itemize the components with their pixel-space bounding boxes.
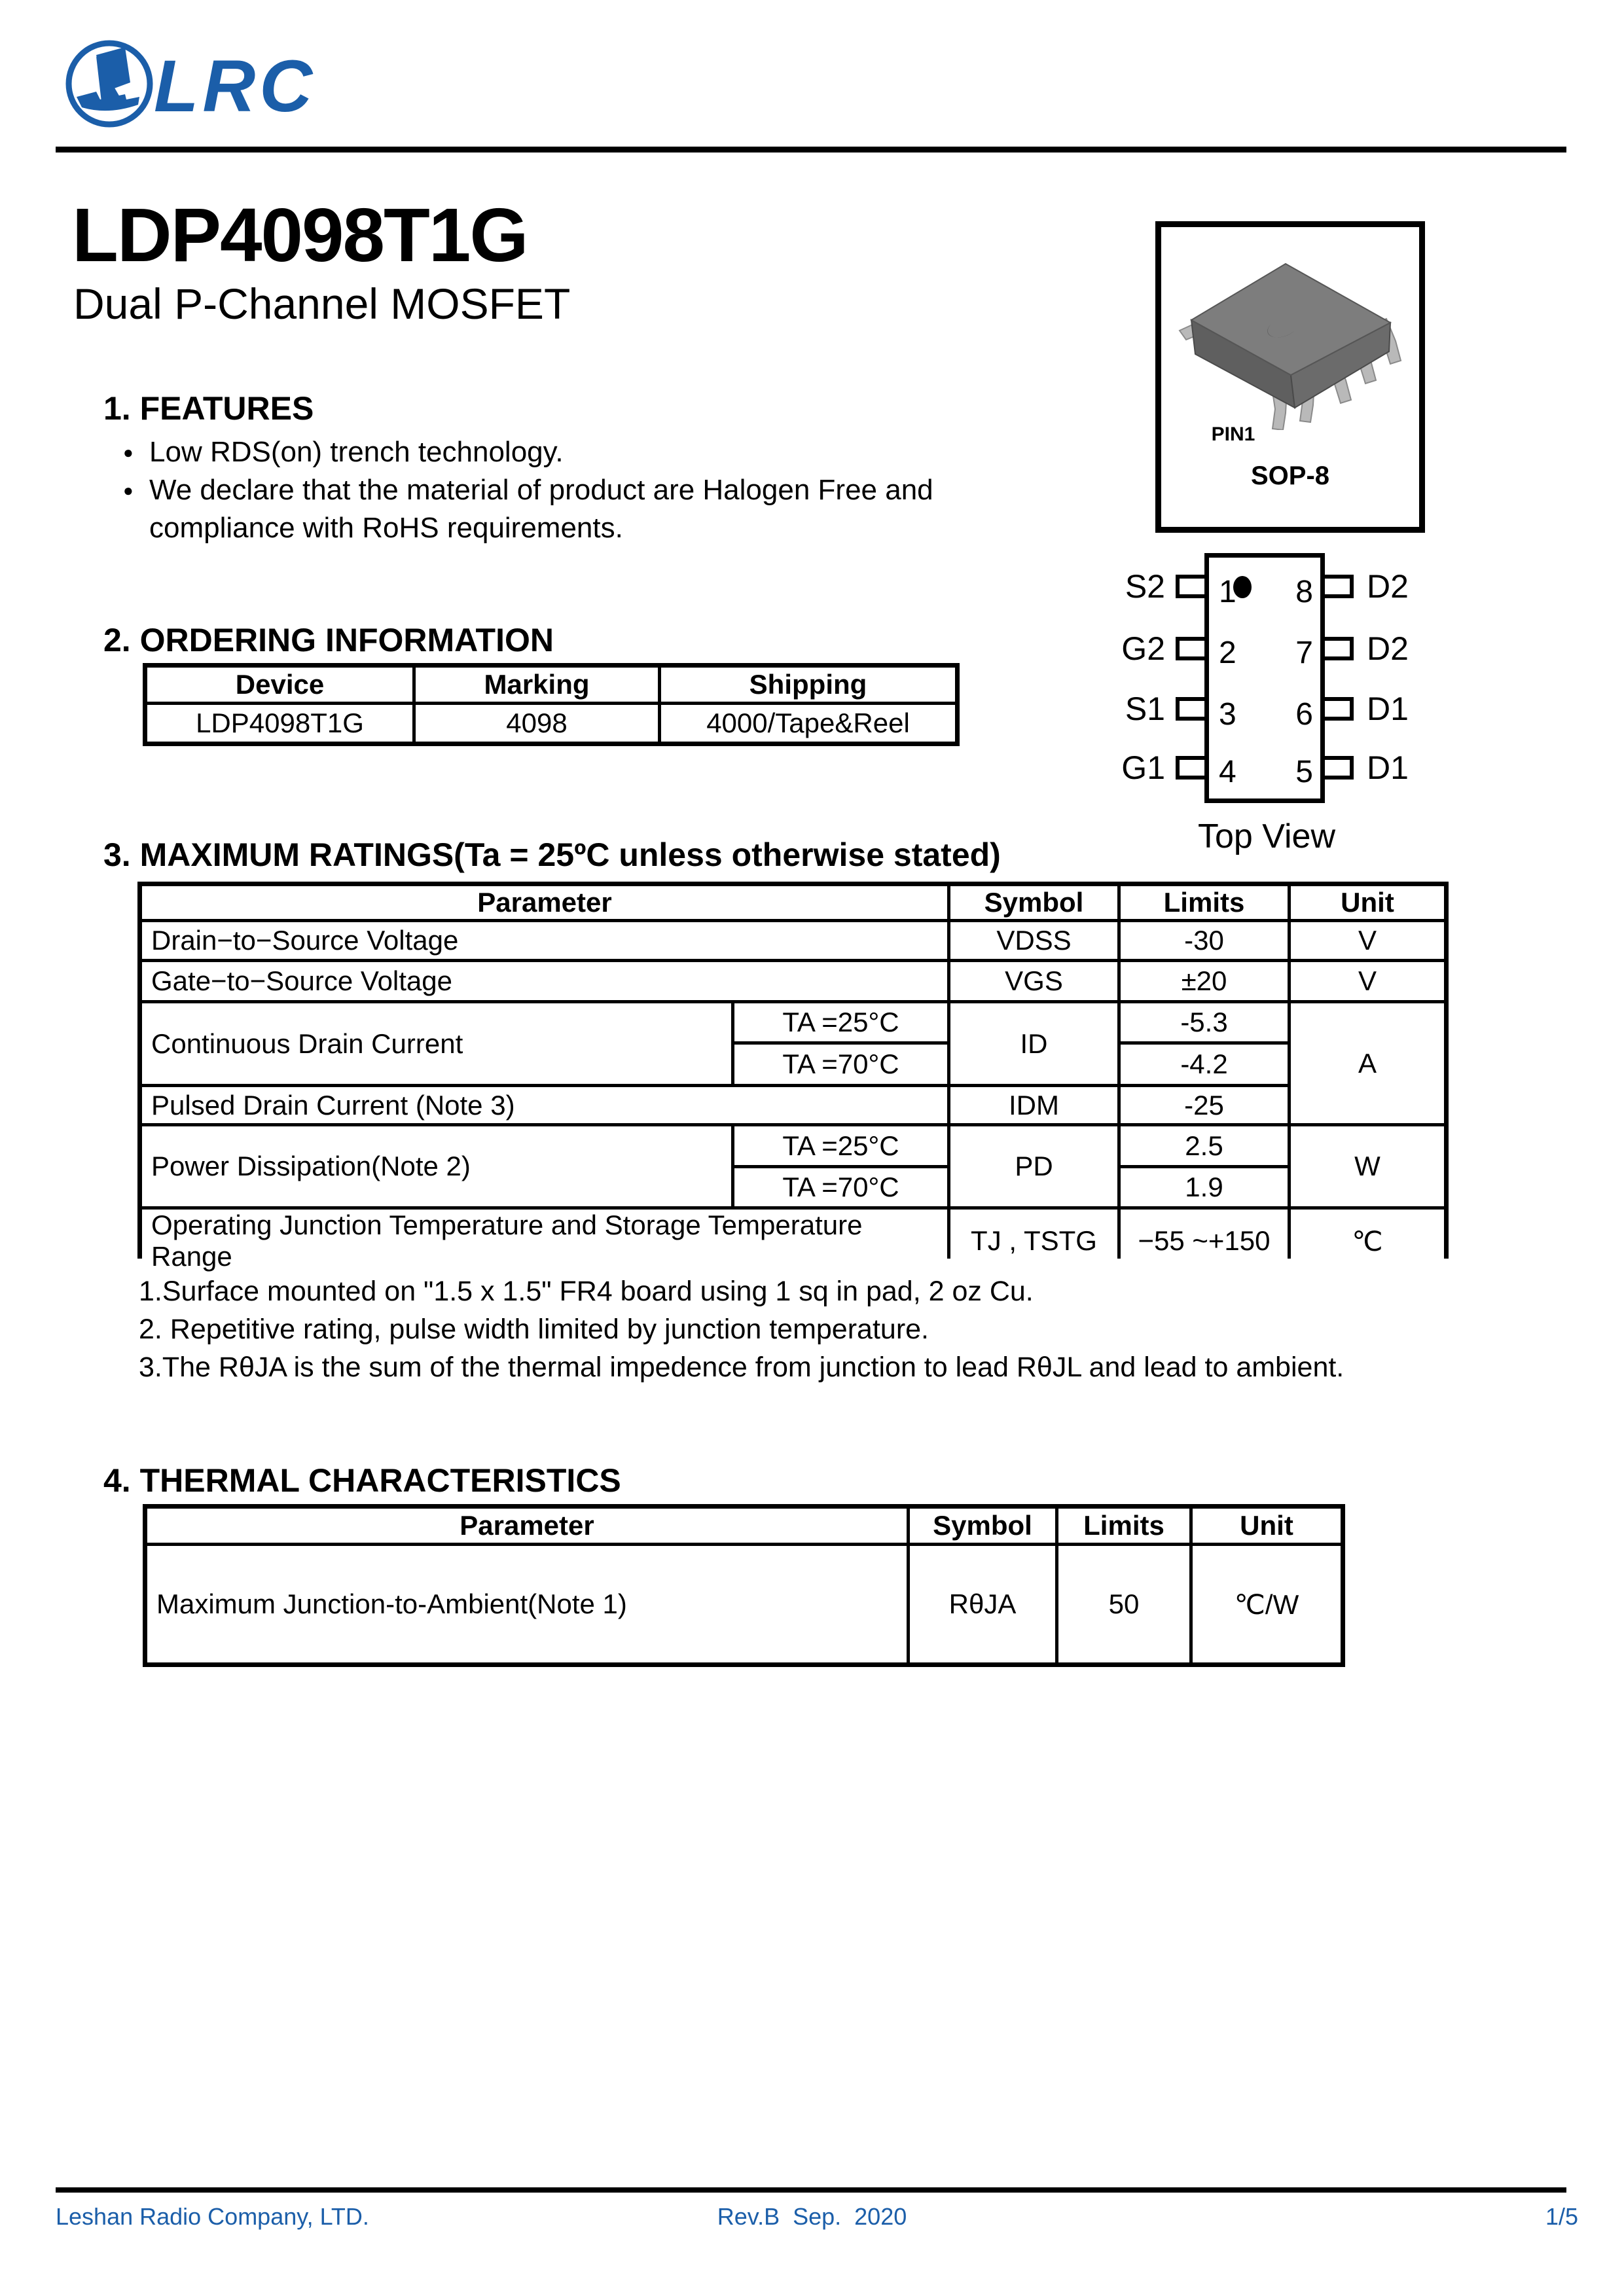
max-ratings-heading: 3. MAXIMUM RATINGS(Ta = 25ºC unless otherwise stated) [103, 836, 1001, 873]
bullet-icon: ● [123, 480, 134, 500]
header-rule [56, 147, 1566, 152]
thermal-col-limits: Limits [1058, 1509, 1189, 1543]
pin-number-4: 4 [1219, 755, 1236, 789]
ordering-table [143, 663, 960, 746]
ordering-col-marking: Marking [416, 668, 658, 702]
row-pd-limit-25: 2.5 [1121, 1126, 1288, 1165]
col-symbol: Symbol [950, 886, 1117, 919]
ordering-device: LDP4098T1G [147, 705, 412, 742]
pin-stub-8 [1321, 575, 1354, 598]
row-pd-symbol: PD [950, 1126, 1117, 1206]
current-unit: A [1291, 1003, 1444, 1123]
note-3: 3.The RθJA is the sum of the thermal impedence from junction to lead RθJL and lead to ambient. [139, 1352, 1344, 1383]
row-id-cond-25: TA =25°C [734, 1003, 947, 1041]
row-id-cond-70: TA =70°C [734, 1045, 947, 1084]
sop8-package-photo [1173, 247, 1409, 430]
ordering-col-shipping: Shipping [661, 668, 955, 702]
lrc-logo [62, 34, 324, 135]
row-pd-cond-70: TA =70°C [734, 1168, 947, 1206]
pin-stub-5 [1321, 756, 1354, 780]
row-idm-parameter: Pulsed Drain Current (Note 3) [142, 1087, 947, 1123]
bullet-icon: ● [123, 442, 134, 462]
pin-label-s1: S1 [1125, 691, 1165, 727]
pin-label-s2: S2 [1125, 568, 1165, 605]
feature-item [123, 471, 933, 547]
row-id-parameter: Continuous Drain Current [142, 1003, 731, 1084]
footer-company: Leshan Radio Company, LTD. [56, 2203, 369, 2230]
pin-number-7: 7 [1295, 636, 1313, 670]
pin-number-2: 2 [1219, 636, 1236, 670]
package-name-label: SOP-8 [1250, 461, 1330, 490]
footer-revision: Rev.B Sep. 2020 [717, 2203, 907, 2230]
row-id-symbol: ID [950, 1003, 1117, 1084]
pin-label-d1: D1 [1367, 691, 1409, 727]
row-vgs-unit: V [1291, 962, 1444, 1000]
top-view-caption: Top View [1197, 817, 1336, 855]
features-list [123, 433, 933, 547]
thermal-unit: ℃/W [1193, 1546, 1341, 1662]
pin-number-5: 5 [1295, 755, 1313, 789]
page-subtitle: Dual P-Channel MOSFET [73, 279, 571, 328]
footer-rule [56, 2187, 1566, 2193]
row-idm-symbol: IDM [950, 1087, 1117, 1123]
col-parameter: Parameter [142, 886, 947, 919]
row-tj-parameter: Operating Junction Temperature and Storage Temperature Range [142, 1210, 947, 1272]
ordering-marking: 4098 [416, 705, 658, 742]
pin-number-8: 8 [1295, 575, 1313, 609]
pin-stub-2 [1176, 637, 1208, 660]
pin-number-1: 1 [1219, 575, 1236, 609]
row-vgs-symbol: VGS [950, 962, 1117, 1000]
row-vdss-symbol: VDSS [950, 922, 1117, 959]
ordering-col-device: Device [147, 668, 412, 702]
pin-label-d2-top: D2 [1367, 568, 1409, 605]
note-1: 1.Surface mounted on "1.5 x 1.5" FR4 board using 1 sq in pad, 2 oz Cu. [139, 1276, 1034, 1307]
ordering-shipping: 4000/Tape&Reel [661, 705, 955, 742]
row-pd-cond-25: TA =25°C [734, 1126, 947, 1165]
row-vgs-limit: ±20 [1121, 962, 1288, 1000]
footer-page-number: 1/5 [1545, 2203, 1578, 2230]
pin-label-g1: G1 [1121, 749, 1165, 786]
feature-text: We declare that the material of product are Halogen Free and compliance with RoHS requirements. [149, 474, 933, 544]
thermal-parameter: Maximum Junction-to-Ambient(Note 1) [147, 1546, 907, 1662]
row-vgs-parameter: Gate−to−Source Voltage [142, 962, 947, 1000]
pin-number-6: 6 [1295, 697, 1313, 732]
row-vdss-parameter: Drain−to−Source Voltage [142, 922, 947, 959]
pin-label-d2: D2 [1367, 630, 1409, 667]
row-tj-symbol: TJ , TSTG [950, 1210, 1117, 1272]
pin-stub-3 [1176, 697, 1208, 721]
row-vdss-unit: V [1291, 922, 1444, 959]
row-pd-parameter: Power Dissipation(Note 2) [142, 1126, 731, 1206]
ordering-heading: 2. ORDERING INFORMATION [103, 622, 554, 658]
logo-text: LRC [154, 45, 317, 127]
row-id-limit-70: -4.2 [1121, 1045, 1288, 1084]
note-2: 2. Repetitive rating, pulse width limited by junction temperature. [139, 1314, 929, 1345]
thermal-col-unit: Unit [1193, 1509, 1341, 1543]
power-unit: W [1291, 1126, 1444, 1206]
thermal-table [143, 1504, 1345, 1667]
row-idm-limit: -25 [1121, 1087, 1288, 1123]
thermal-col-parameter: Parameter [147, 1509, 907, 1543]
package-photo-box [1155, 221, 1425, 533]
thermal-symbol: RθJA [910, 1546, 1055, 1662]
col-limits: Limits [1121, 886, 1288, 919]
pin-label-g2: G2 [1121, 630, 1165, 667]
pin-stub-4 [1176, 756, 1208, 780]
thermal-col-symbol: Symbol [910, 1509, 1055, 1543]
pin-stub-6 [1321, 697, 1354, 721]
pin1-photo-label: PIN1 [1211, 423, 1255, 445]
row-pd-limit-70: 1.9 [1121, 1168, 1288, 1206]
thermal-limit: 50 [1058, 1546, 1189, 1662]
feature-text: Low RDS(on) trench technology. [149, 436, 564, 468]
page-title: LDP4098T1G [72, 192, 528, 278]
pin-label-d1-bottom: D1 [1367, 749, 1409, 786]
pin-stub-7 [1321, 637, 1354, 660]
row-id-limit-25: -5.3 [1121, 1003, 1288, 1041]
features-heading: 1. FEATURES [103, 390, 314, 427]
pin-number-3: 3 [1219, 697, 1236, 732]
pin-stub-1 [1176, 575, 1208, 598]
row-vdss-limit: -30 [1121, 922, 1288, 959]
thermal-heading: 4. THERMAL CHARACTERISTICS [103, 1462, 621, 1499]
max-ratings-table [137, 882, 1449, 1272]
col-unit: Unit [1291, 886, 1444, 919]
row-tj-limit: −55 ~+150 [1121, 1210, 1288, 1272]
feature-item [123, 433, 933, 471]
row-tj-unit: ℃ [1291, 1210, 1444, 1272]
